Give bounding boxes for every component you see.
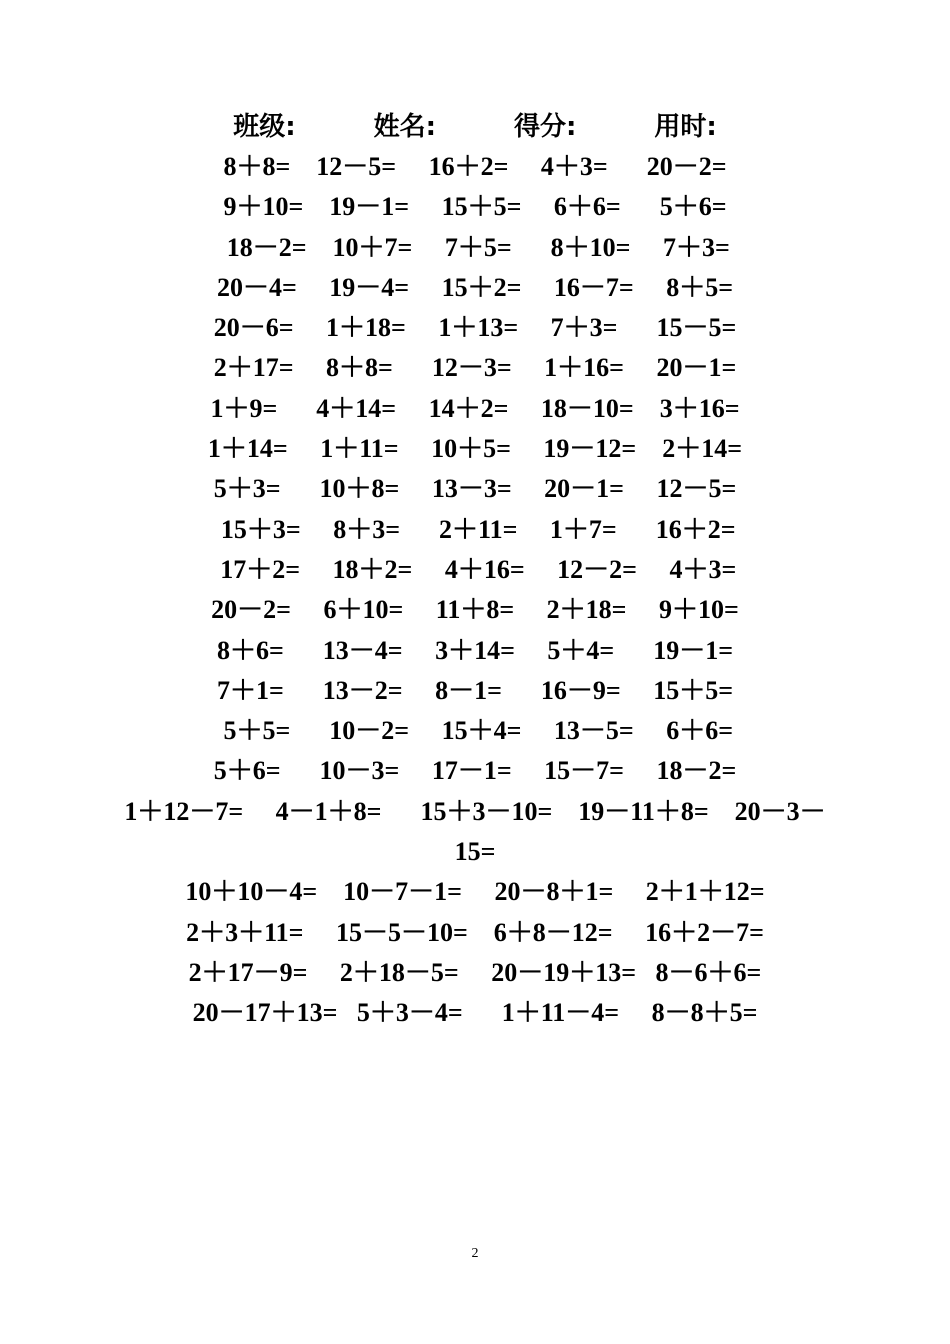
- problem-line: 15＋3= 8＋3= 2＋11= 1＋7= 16＋2=: [214, 514, 736, 544]
- problem-lines: [0, 147, 950, 1034]
- problem-line: 8＋8= 12－5= 16＋2= 4＋3= 20－2=: [223, 152, 727, 181]
- problem-line: 2＋3＋11= 15－5－10= 6＋8－12= 16＋2－7=: [186, 917, 764, 947]
- problem-line: 15=: [454, 837, 496, 867]
- time-label: 用时:: [654, 112, 717, 142]
- name-label: 姓名:: [373, 112, 436, 142]
- worksheet-header: [0, 105, 950, 149]
- problem-line: 1＋12－7= 4－1＋8= 15＋3－10= 19－11＋8= 20－3－: [124, 796, 826, 826]
- problem-line: 2＋17= 8＋8= 12－3= 1＋16= 20－1=: [213, 353, 737, 383]
- page-number: 2: [471, 1246, 479, 1261]
- problem-line: 10＋10－4= 10－7－1= 20－8＋1= 2＋1＋12=: [185, 877, 765, 907]
- problem-line: 5＋5= 10－2= 15＋4= 13－5= 6＋6=: [216, 716, 734, 746]
- problem-line: 20－17＋13= 5＋3－4= 1＋11－4= 8－8＋5=: [192, 998, 758, 1028]
- score-label: 得分:: [514, 112, 577, 142]
- problem-line: 20－4= 19－4= 15＋2= 16－7= 8＋5=: [216, 272, 734, 302]
- problem-line: 18－2= 10＋7= 7＋5= 8＋10= 7＋3=: [220, 232, 730, 262]
- problem-line: 8＋6= 13－4= 3＋14= 5＋4= 19－1=: [216, 635, 734, 665]
- problem-line: 1＋14= 1＋11= 10＋5= 19－12= 2＋14=: [207, 434, 743, 464]
- problem-line: 20－2= 6＋10= 11＋8= 2＋18= 9＋10=: [211, 595, 739, 625]
- problem-line: 1＋9= 4＋14= 14＋2= 18－10= 3＋16=: [210, 393, 740, 423]
- problem-line: 17＋2= 18＋2= 4＋16= 12－2= 4＋3=: [213, 554, 737, 584]
- class-label: 班级:: [233, 112, 296, 142]
- problem-line: 2＋17－9= 2＋18－5= 20－19＋13= 8－6＋6=: [188, 957, 762, 987]
- problem-line: 5＋3= 10＋8= 13－3= 20－1= 12－5=: [213, 474, 737, 504]
- problem-line: 7＋1= 13－2= 8－1= 16－9= 15＋5=: [216, 675, 734, 705]
- problem-line: 20－6= 1＋18= 1＋13= 7＋3= 15－5=: [213, 313, 737, 343]
- problem-line: 9＋10= 19－1= 15＋5= 6＋6= 5＋6=: [223, 192, 727, 222]
- problem-line: 5＋6= 10－3= 17－1= 15－7= 18－2=: [213, 756, 737, 786]
